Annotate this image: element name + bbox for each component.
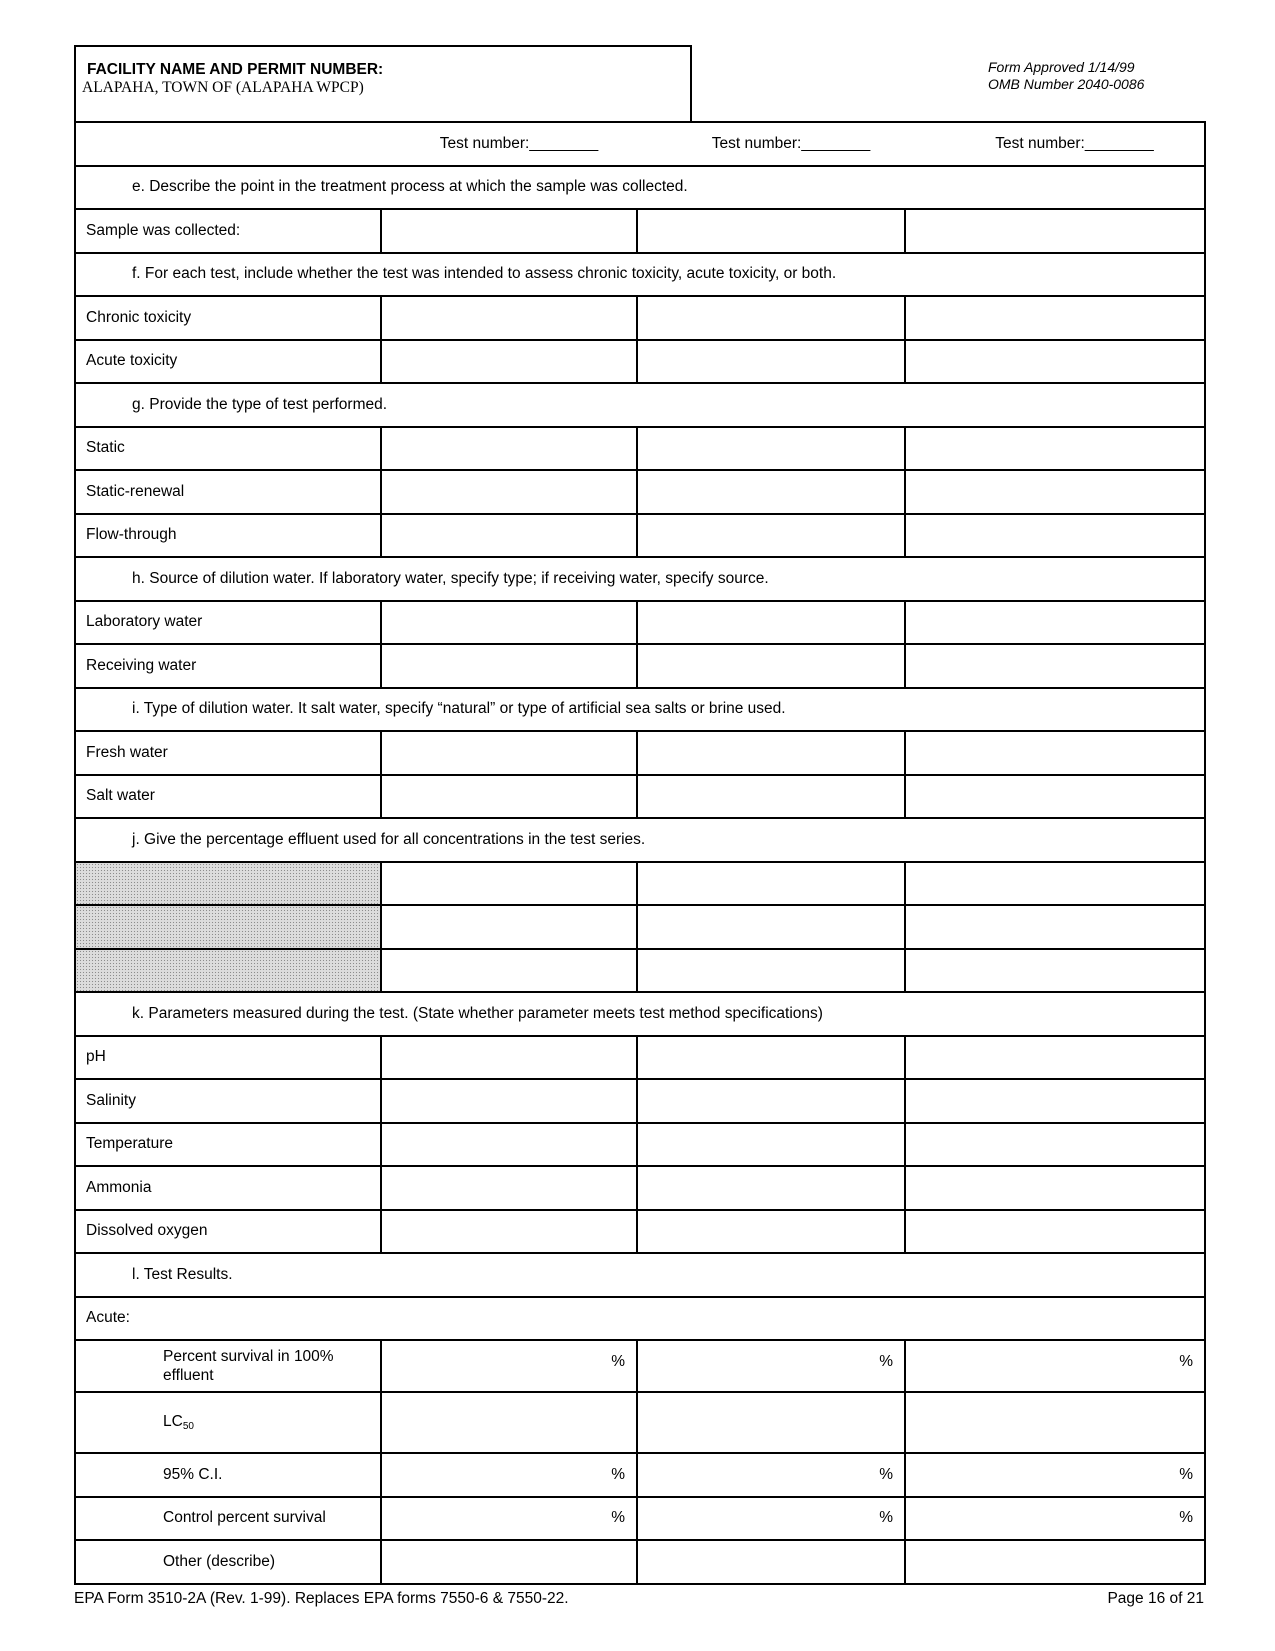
header-empty-cell — [75, 122, 381, 166]
table-row — [75, 1123, 1205, 1167]
percent-sign: % — [1179, 1509, 1193, 1527]
input-cell[interactable] — [381, 862, 637, 906]
input-cell[interactable] — [381, 1079, 637, 1123]
percent-input-cell[interactable] — [381, 1340, 637, 1392]
input-cell[interactable] — [381, 1210, 637, 1254]
table-row — [75, 209, 1205, 253]
table-row — [75, 1340, 1205, 1392]
input-cell[interactable] — [381, 1166, 637, 1210]
row-label-lc50 — [75, 1392, 381, 1453]
test-number-3[interactable]: Test number:________ — [905, 122, 1205, 166]
input-cell[interactable] — [905, 296, 1205, 340]
input-cell[interactable] — [381, 949, 637, 993]
input-cell[interactable] — [637, 1210, 905, 1254]
row-label-control-survival: Control percent survival — [75, 1497, 381, 1541]
table-row — [75, 340, 1205, 384]
input-cell[interactable] — [637, 296, 905, 340]
input-cell[interactable] — [637, 1123, 905, 1167]
row-label-ph: pH — [75, 1036, 381, 1080]
lc-base: LC — [163, 1413, 183, 1430]
section-f-row — [75, 253, 1205, 297]
row-label-receiving-water: Receiving water — [75, 644, 381, 688]
section-h-heading: h. Source of dilution water. If laboratory water, specify type; if receiving water, specify source. — [75, 557, 1205, 601]
input-cell[interactable] — [637, 470, 905, 514]
shaded-cell — [75, 949, 381, 993]
row-label-static-renewal: Static-renewal — [75, 470, 381, 514]
table-row — [75, 1540, 1205, 1584]
input-cell[interactable] — [381, 296, 637, 340]
input-cell[interactable] — [637, 601, 905, 645]
input-cell[interactable] — [637, 340, 905, 384]
table-row — [75, 862, 1205, 906]
row-label-salt-water: Salt water — [75, 775, 381, 819]
input-cell[interactable] — [637, 905, 905, 949]
input-cell[interactable] — [905, 1123, 1205, 1167]
input-cell[interactable] — [905, 862, 1205, 906]
row-label-dissolved-oxygen: Dissolved oxygen — [75, 1210, 381, 1254]
toxicity-test-table — [74, 121, 1206, 1585]
table-row — [75, 514, 1205, 558]
table-row — [75, 1079, 1205, 1123]
input-cell[interactable] — [905, 1079, 1205, 1123]
row-label-temperature: Temperature — [75, 1123, 381, 1167]
input-cell[interactable] — [381, 209, 637, 253]
input-cell[interactable] — [905, 427, 1205, 471]
section-e-heading: e. Describe the point in the treatment process at which the sample was collected. — [75, 166, 1205, 210]
percent-input-cell[interactable] — [905, 1497, 1205, 1541]
section-l-heading: l. Test Results. — [75, 1253, 1205, 1297]
input-cell[interactable] — [637, 775, 905, 819]
input-cell[interactable] — [905, 949, 1205, 993]
input-cell[interactable] — [905, 1540, 1205, 1584]
percent-input-cell[interactable] — [637, 1340, 905, 1392]
input-cell[interactable] — [905, 209, 1205, 253]
input-cell[interactable] — [381, 775, 637, 819]
facility-box — [74, 45, 692, 121]
input-cell[interactable] — [905, 731, 1205, 775]
input-cell[interactable] — [381, 1123, 637, 1167]
input-cell[interactable] — [905, 601, 1205, 645]
row-label-other: Other (describe) — [75, 1540, 381, 1584]
test-number-header-row — [75, 122, 1205, 166]
table-row — [75, 1036, 1205, 1080]
percent-input-cell[interactable] — [905, 1340, 1205, 1392]
input-cell[interactable] — [905, 340, 1205, 384]
input-cell[interactable] — [905, 1036, 1205, 1080]
section-g-row — [75, 383, 1205, 427]
table-row — [75, 1166, 1205, 1210]
table-row — [75, 1392, 1205, 1453]
table-row — [75, 905, 1205, 949]
row-label-ammonia: Ammonia — [75, 1166, 381, 1210]
table-row — [75, 427, 1205, 471]
input-cell[interactable] — [381, 1036, 637, 1080]
input-cell[interactable] — [905, 1210, 1205, 1254]
test-number-2[interactable]: Test number:________ — [637, 122, 905, 166]
input-cell[interactable] — [381, 1540, 637, 1584]
percent-sign: % — [611, 1509, 625, 1527]
table-row — [75, 1453, 1205, 1497]
section-f-heading: f. For each test, include whether the test was intended to assess chronic toxicity, acute toxicity, or both. — [75, 253, 1205, 297]
section-j-heading: j. Give the percentage effluent used for all concentrations in the test series. — [75, 818, 1205, 862]
section-g-heading: g. Provide the type of test performed. — [75, 383, 1205, 427]
percent-sign: % — [879, 1353, 893, 1370]
input-cell[interactable] — [637, 427, 905, 471]
table-row — [75, 601, 1205, 645]
section-i-row — [75, 688, 1205, 732]
table-row — [75, 644, 1205, 688]
omb-number: OMB Number 2040-0086 — [988, 76, 1145, 92]
input-cell[interactable] — [905, 644, 1205, 688]
input-cell[interactable] — [381, 514, 637, 558]
input-cell[interactable] — [381, 427, 637, 471]
table-row — [75, 296, 1205, 340]
input-cell[interactable] — [381, 644, 637, 688]
percent-input-cell[interactable] — [381, 1453, 637, 1497]
input-cell[interactable] — [637, 514, 905, 558]
table-row — [75, 470, 1205, 514]
row-label-chronic-toxicity: Chronic toxicity — [75, 296, 381, 340]
row-label-95-ci: 95% C.I. — [75, 1453, 381, 1497]
table-row — [75, 731, 1205, 775]
percent-sign: % — [611, 1353, 625, 1370]
acute-row — [75, 1297, 1205, 1341]
percent-sign: % — [611, 1465, 625, 1483]
row-label-static: Static — [75, 427, 381, 471]
row-label-flow-through: Flow-through — [75, 514, 381, 558]
percent-input-cell[interactable] — [905, 1453, 1205, 1497]
input-cell[interactable] — [637, 644, 905, 688]
percent-sign: % — [1179, 1465, 1193, 1483]
shaded-cell — [75, 905, 381, 949]
percent-input-cell[interactable] — [637, 1453, 905, 1497]
input-cell[interactable] — [637, 209, 905, 253]
percent-input-cell[interactable] — [381, 1497, 637, 1541]
facility-name-permit-value: ALAPAHA, TOWN OF (ALAPAHA WPCP) — [82, 79, 364, 96]
row-label-percent-survival: Percent survival in 100% effluent — [75, 1340, 381, 1392]
table-row — [75, 1210, 1205, 1254]
table-row — [75, 949, 1205, 993]
input-cell[interactable] — [381, 470, 637, 514]
lc-subscript: 50 — [182, 1421, 194, 1432]
input-cell[interactable] — [637, 1166, 905, 1210]
input-cell[interactable] — [905, 470, 1205, 514]
percent-input-cell[interactable] — [637, 1497, 905, 1541]
section-e-row — [75, 166, 1205, 210]
test-number-1[interactable]: Test number:________ — [381, 122, 637, 166]
table-row — [75, 1497, 1205, 1541]
percent-sign: % — [879, 1465, 893, 1483]
facility-label: FACILITY NAME AND PERMIT NUMBER: — [87, 61, 384, 78]
percent-sign: % — [1179, 1353, 1193, 1370]
input-cell[interactable] — [381, 601, 637, 645]
input-cell[interactable] — [905, 1166, 1205, 1210]
input-cell[interactable] — [637, 1079, 905, 1123]
form-approved-note: Form Approved 1/14/99 — [988, 59, 1135, 75]
input-cell[interactable] — [637, 1036, 905, 1080]
input-cell[interactable] — [381, 905, 637, 949]
section-i-heading: i. Type of dilution water. It salt water, specify “natural” or type of artificial sea salts or brine used. — [75, 688, 1205, 732]
section-k-heading: k. Parameters measured during the test. (State whether parameter meets test method specifications) — [75, 992, 1205, 1036]
shaded-cell — [75, 862, 381, 906]
section-k-row — [75, 992, 1205, 1036]
input-cell[interactable] — [637, 1540, 905, 1584]
input-cell[interactable] — [637, 731, 905, 775]
input-cell[interactable] — [905, 775, 1205, 819]
section-h-row — [75, 557, 1205, 601]
row-label-sample-collected: Sample was collected: — [75, 209, 381, 253]
row-label-salinity: Salinity — [75, 1079, 381, 1123]
row-label-laboratory-water: Laboratory water — [75, 601, 381, 645]
section-j-row — [75, 818, 1205, 862]
input-cell[interactable] — [381, 1392, 637, 1453]
input-cell[interactable] — [637, 949, 905, 993]
input-cell[interactable] — [381, 340, 637, 384]
percent-sign: % — [879, 1509, 893, 1527]
input-cell[interactable] — [905, 905, 1205, 949]
row-label-fresh-water: Fresh water — [75, 731, 381, 775]
footer-form-info: EPA Form 3510-2A (Rev. 1-99). Replaces EPA forms 7550-6 & 7550-22. — [74, 1590, 569, 1607]
row-label-acute-toxicity: Acute toxicity — [75, 340, 381, 384]
footer-page-number: Page 16 of 21 — [1107, 1590, 1204, 1607]
table-row — [75, 775, 1205, 819]
input-cell[interactable] — [905, 1392, 1205, 1453]
section-l-row — [75, 1253, 1205, 1297]
input-cell[interactable] — [381, 731, 637, 775]
input-cell[interactable] — [637, 1392, 905, 1453]
input-cell[interactable] — [637, 862, 905, 906]
acute-label: Acute: — [75, 1297, 1205, 1341]
input-cell[interactable] — [905, 514, 1205, 558]
